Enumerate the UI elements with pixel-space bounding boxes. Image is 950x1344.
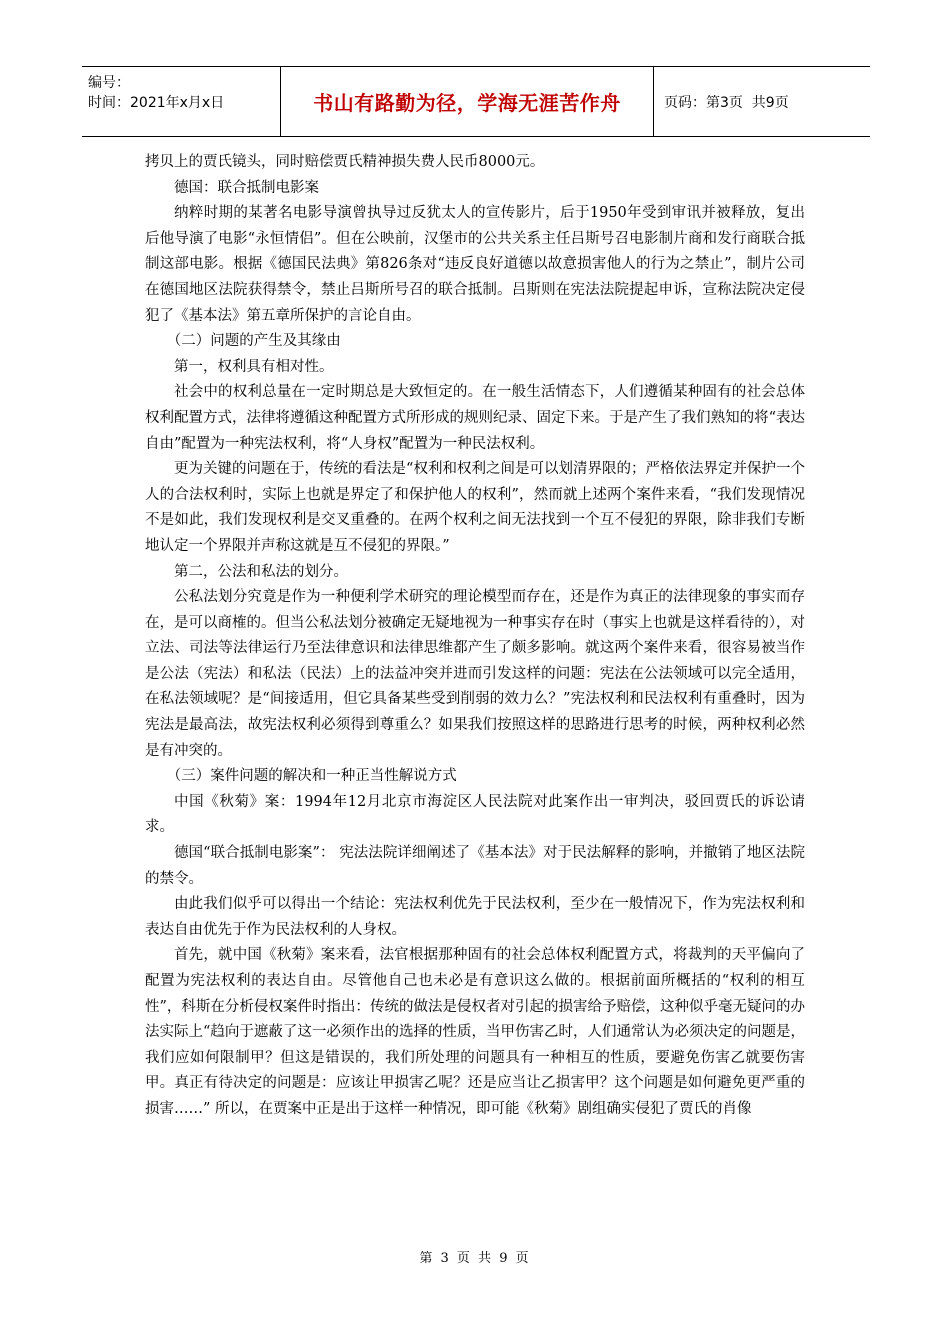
paragraph: 首先，就中国《秋菊》案来看，法官根据那种固有的社会总体权利配置方式，将裁判的天平偏向了配置为宪法权利的表达自由。尽管他自己也未必是有意识这么做的。根据前面所概括的“权利的相互性”，科斯在分析侵权案件时指出：传统的做法是侵权者对引起的损害给予赔偿，这种似乎毫无疑问的办法实际上“趋向于遮蔽了这一必须作出的选择的性质，当甲伤害乙时，人们通常认为必须决定的问题是，我们应如何限制甲？但这是错误的，我们所处理的问题具有一种相互的性质，要避免伤害乙就要伤害甲。真正有待决定的问题是：应该让甲损害乙呢？还是应当让乙损害甲？这个问题是如何避免更严重的损害……” 所以，在贾案中正是出于这样一种情况，即可能《秋菊》剧组确实侵犯了贾氏的肖像	[145, 947, 805, 1117]
paragraph: 社会中的权利总量在一定时期总是大致恒定的。在一般生活情态下，人们遵循某种固有的社会总体权利配置方式，法律将遵循这种配置方式所形成的规则纪录、固定下来。于是产生了我们熟知的将“表达自由”配置为一种宪法权利，将“人身权”配置为一种民法权利。	[145, 384, 805, 452]
paragraph: 第一，权利具有相对性。	[174, 358, 334, 375]
paragraph: 更为关键的问题在于，传统的看法是“权利和权利之间是可以划清界限的；严格依法界定并保护一个人的合法权利时，实际上也就是界定了和保护他人的权利”，然而就上述两个案件来看，“我们发现情况不是如此，我们发现权利是交叉重叠的。在两个权利之间无法找到一个互不侵犯的界限，除非我们专断地认定一个界限并声称这就是互不侵犯的界限。”	[145, 461, 805, 554]
paragraph: 纳粹时期的某著名电影导演曾执导过反犹太人的宣传影片，后于1950年受到审讯并被释放，复出后他导演了电影“永恒情侣”。但在公映前，汉堡市的公共关系主任吕斯号召电影制片商和发行商联合抵制这部电影。根据《德国民法典》第826条对“违反良好道德以故意损害他人的行为之禁止”，制片公司在德国地区法院获得禁令，禁止吕斯所号召的联合抵制。吕斯则在宪法法院提起申诉，宣称法院决定侵犯了《基本法》第五章所保护的言论自由。	[145, 205, 805, 324]
paragraph: 拷贝上的贾氏镜头，同时赔偿贾氏精神损失费人民币8000元。	[145, 154, 545, 170]
header-page-cell	[654, 67, 870, 136]
time-label: 时间：2021年x月x日	[88, 95, 225, 111]
page-header	[82, 66, 870, 137]
header-motto: 书山有路勤为径，学海无涯苦作舟	[313, 91, 621, 115]
page-footer: 第 3 页 共 9 页	[419, 1251, 531, 1266]
header-page-label: 页码：第3页 共9页	[664, 94, 789, 111]
header-meta	[82, 67, 281, 136]
paragraph: 由此我们似乎可以得出一个结论：宪法权利优先于民法权利，至少在一般情况下，作为宪法权利和表达自由优先于作为民法权利的人身权。	[145, 896, 805, 938]
body-text	[145, 150, 805, 1123]
paragraph: 第二，公法和私法的划分。	[174, 563, 348, 580]
paragraph: 中国《秋菊》案：1994年12月北京市海淀区人民法院对此案作出一审判决，驳回贾氏的诉讼请求。	[145, 793, 805, 836]
number-label: 编号：	[88, 75, 130, 91]
paragraph: 德国“联合抵制电影案”： 宪法法院详细阐述了《基本法》对于民法解释的影响，并撤销了地区法院的禁令。	[145, 845, 805, 887]
section-heading: （二）问题的产生及其缘由	[166, 333, 341, 350]
paragraph: 公私法划分究竟是作为一种便利学术研究的理论模型而存在，还是作为真正的法律现象的事实而存在，是可以商榷的。但当公私法划分被确定无疑地视为一种事实存在时（事实上也就是这样看待的），对立法、司法等法律运行乃至法律意识和法律思维都产生了颇多影响。就这两个案件来看，很容易被当作是公法（宪法）和私法（民法）上的法益冲突并进而引发这样的问题：宪法在公法领域可以完全适用，在私法领域呢？是“间接适用，但它具备某些受到削弱的效力么？”宪法权利和民法权利有重叠时，因为宪法是最高法，故宪法权利必须得到尊重么？如果我们按照这样的思路进行思考的时候，两种权利必然是有冲突的。	[145, 589, 805, 759]
section-heading: （三）案件问题的解决和一种正当性解说方式	[166, 768, 457, 785]
paragraph: 德国：联合抵制电影案	[174, 179, 319, 196]
header-motto-cell	[281, 67, 654, 136]
